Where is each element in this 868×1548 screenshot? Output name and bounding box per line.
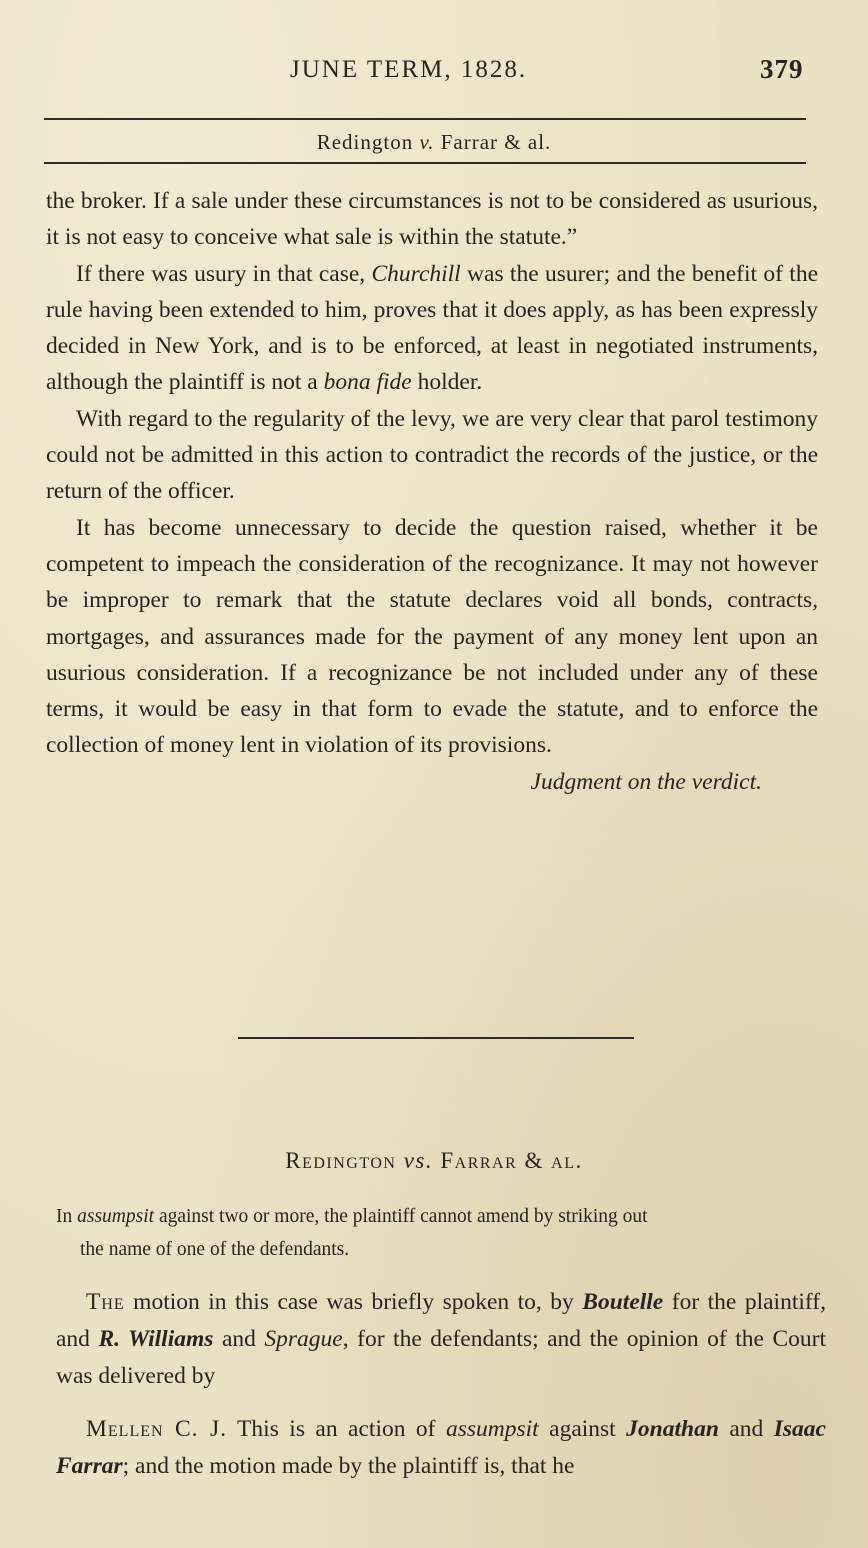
section-divider [238, 1037, 634, 1039]
judge-name: Mellen C. J. [86, 1416, 228, 1442]
opinion-continuation [46, 183, 818, 800]
term-bona-fide: bona fide [323, 369, 412, 396]
name-churchill: Churchill [371, 260, 461, 287]
paragraph-3 [46, 401, 818, 510]
headnote [56, 1200, 824, 1266]
paragraph-2-text-b: was the usurer; and the benefit of the rule having been extended to him, proves that it does apply, as has been expressly decided in New York, and is to be enforced, at least in negotiated instruments, although the plaintiff is not a [46, 260, 819, 396]
caption-versus: v. [419, 130, 435, 154]
headnote-text-b: against two or more, the plaintiff cannot amend by striking out [154, 1206, 648, 1227]
caption-defendant: Farrar & al. [440, 130, 552, 154]
paragraph-1-text: the broker. If a sale under these circumstances is not to be considered as usurious, it is not easy to conceive what sale is within the statute.” [46, 188, 818, 251]
judge-text-d: ; and the motion made by the plaintiff is, that he [122, 1453, 575, 1479]
page-number: 379 [760, 54, 804, 84]
party-isaac-farrar: Isaac Farrar [56, 1416, 826, 1479]
motion-text-b: for the plaintiff, and [56, 1289, 826, 1352]
page-header [0, 52, 868, 92]
judge-paragraph [56, 1411, 826, 1485]
paragraph-4-text: It has become unnecessary to decide the question raised, whether it be competent to impeach the consideration of the recognizance. It may not however be improper to remark that the statute declares void all bonds, contracts, mortgages, and assurances made for the payment of any money lent upon an usurious consideration. If a recognizance be not included under any of these terms, it would be easy in that form to evade the statute, and to enforce the collection of money lent in violation of its provisions. [46, 514, 818, 759]
title-defendant: Farrar & al. [440, 1148, 583, 1173]
headnote-text-a: In [56, 1206, 78, 1227]
lead-word: The [86, 1289, 125, 1315]
motion-text-c: and [213, 1326, 265, 1352]
term-assumpsit: assumpsit [77, 1206, 155, 1227]
party-jonathan: Jonathan [626, 1416, 719, 1442]
motion-paragraph [56, 1284, 826, 1395]
paragraph-1 [46, 183, 818, 256]
new-case-title [0, 1148, 868, 1174]
paragraph-2-text-a: If there was usury in that case, [76, 260, 372, 287]
counsel-boutelle: Boutelle [582, 1289, 664, 1315]
running-head: JUNE TERM, 1828. [290, 56, 528, 83]
judge-text-b: against [538, 1416, 627, 1442]
paragraph-4 [46, 510, 818, 764]
caption-plaintiff: Redington [316, 130, 414, 154]
counsel-williams: R. Williams [98, 1326, 214, 1352]
title-plaintiff: Redington [285, 1148, 397, 1173]
new-case-opinion [56, 1284, 826, 1485]
term-assumpsit-2: assumpsit [445, 1416, 539, 1442]
title-versus: vs. [403, 1148, 434, 1173]
paragraph-2 [46, 256, 818, 401]
judgment-line: Judgment on the verdict. [530, 768, 762, 795]
counsel-sprague: Sprague [264, 1326, 343, 1352]
case-caption [0, 130, 868, 155]
header-rule-top [44, 118, 806, 120]
paragraph-3-text: With regard to the regularity of the levy, we are very clear that parol testimony could not be admitted in this action to contradict the records of the justice, or the return of the officer. [46, 405, 818, 505]
headnote-text-c: the name of one of the defendants. [80, 1239, 350, 1260]
motion-text-d: , for the defendants; and the opinion of the Court was delivered by [56, 1326, 826, 1389]
paragraph-2-text-c: holder. [411, 369, 483, 396]
header-rule-bottom [44, 162, 806, 164]
judge-text-c: and [718, 1416, 774, 1442]
motion-text-a: motion in this case was briefly spoken to, by [124, 1289, 583, 1315]
judge-text-a: This is an action of [227, 1416, 446, 1442]
